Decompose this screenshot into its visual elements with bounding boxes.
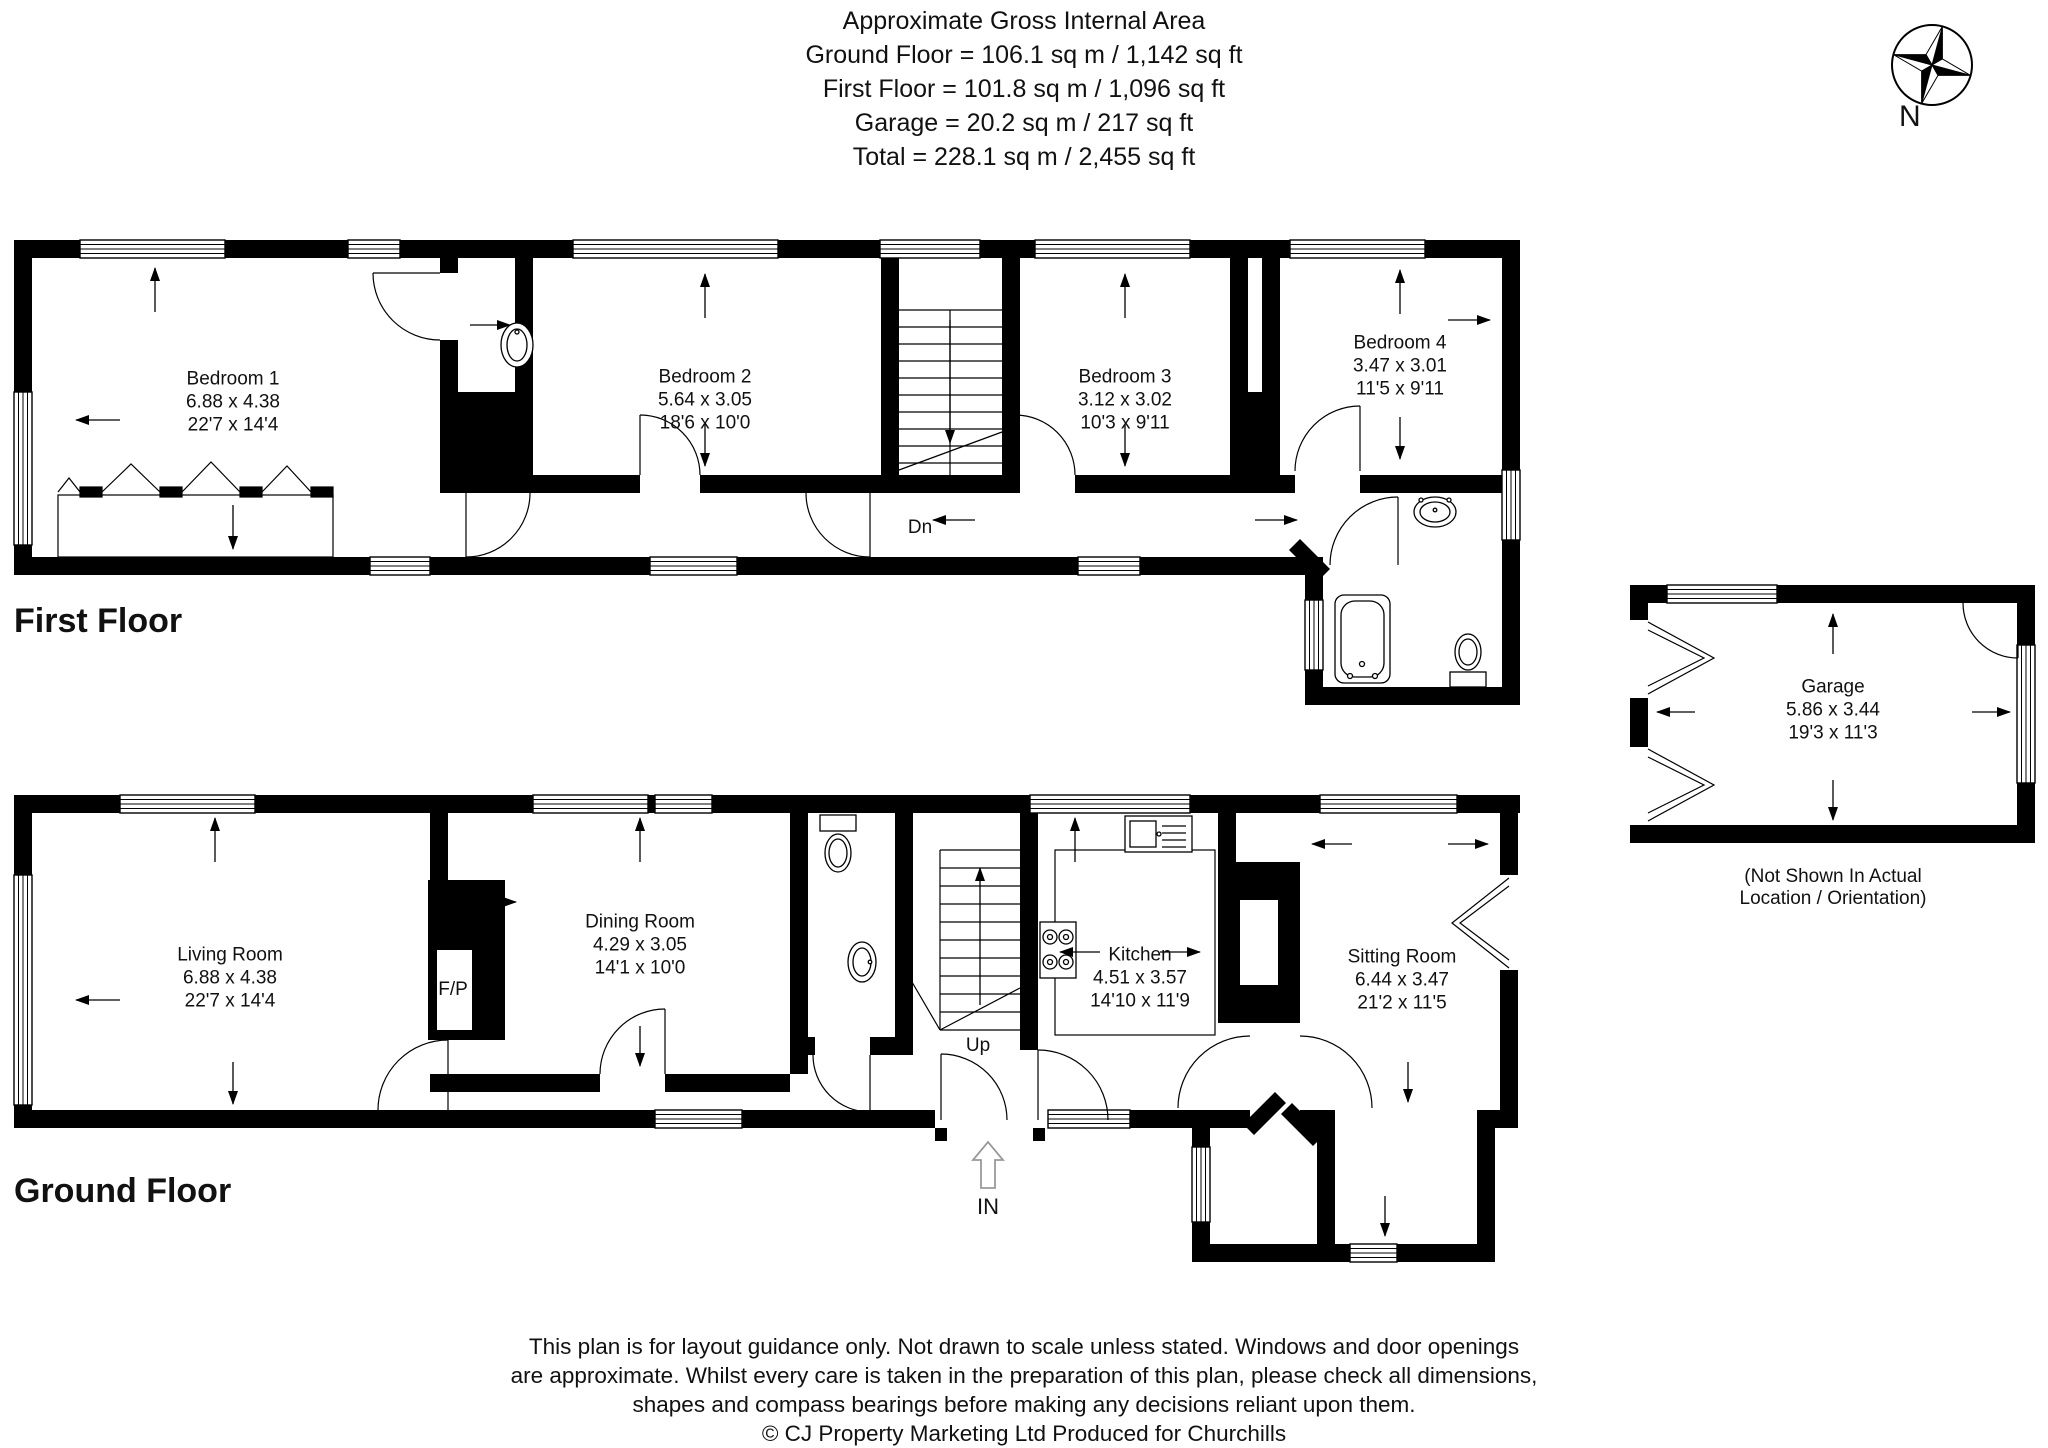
entrance-arrow-icon	[973, 1142, 1003, 1188]
bedroom-4-metric: 3.47 x 3.01	[1352, 355, 1448, 377]
bedroom-1-name: Bedroom 1	[186, 368, 280, 390]
room-label-living-room	[177, 944, 283, 1013]
bedroom-2-metric: 5.64 x 3.05	[657, 389, 753, 411]
bedroom-1-metric: 6.88 x 4.38	[185, 391, 281, 413]
copyright-line: © CJ Property Marketing Ltd Produced for Churchills	[761, 1421, 1287, 1446]
bedroom-3-metric: 3.12 x 3.02	[1077, 389, 1173, 411]
room-label-garage	[1786, 676, 1880, 745]
bedroom-3-name: Bedroom 3	[1078, 366, 1172, 388]
first-floor-label: First Floor	[14, 602, 183, 640]
room-label-kitchen	[1090, 944, 1190, 1013]
living-room-imperial: 22'7 x 14'4	[184, 990, 276, 1012]
bathroom-toilet-icon	[1450, 634, 1486, 687]
header-area-garage: Garage = 20.2 sq m / 217 sq ft	[854, 109, 1194, 137]
entrance-label: IN	[977, 1194, 999, 1219]
room-label-bedroom-2	[658, 366, 752, 435]
dining-room-metric: 4.29 x 3.05	[592, 934, 688, 956]
stairs-down-icon	[899, 310, 1002, 475]
ensuite-sink-icon	[501, 323, 533, 367]
compass-north-label: N	[1899, 100, 1921, 133]
disclaimer-line-1: This plan is for layout guidance only. Not drawn to scale unless stated. Windows and door openings	[528, 1334, 1520, 1359]
garage-note-line2: Location / Orientation)	[1739, 888, 1927, 909]
room-label-bedroom-1	[186, 368, 280, 437]
sitting-room-name: Sitting Room	[1347, 946, 1457, 968]
room-label-dining-room	[585, 911, 695, 980]
dining-room-name: Dining Room	[585, 911, 695, 933]
fireplace-label: F/P	[438, 979, 468, 1000]
wardrobe-icon	[58, 462, 333, 557]
sitting-room-metric: 6.44 x 3.47	[1354, 969, 1450, 991]
living-room-name: Living Room	[177, 944, 283, 966]
bedroom-1-imperial: 22'7 x 14'4	[187, 414, 279, 436]
header-title: Approximate Gross Internal Area	[842, 7, 1206, 35]
ground-floor-label: Ground Floor	[14, 1172, 232, 1210]
header-block	[0, 4, 2048, 174]
bedroom-3-imperial: 10'3 x 9'11	[1080, 412, 1170, 434]
disclaimer-line-3: shapes and compass bearings before making any decisions reliant upon them.	[632, 1392, 1416, 1417]
room-label-bedroom-3	[1078, 366, 1172, 435]
kitchen-name: Kitchen	[1108, 944, 1172, 966]
bath-icon	[1335, 595, 1390, 683]
header-area-ground: Ground Floor = 106.1 sq m / 1,142 sq ft	[805, 41, 1243, 69]
hob-icon	[1040, 922, 1076, 978]
bathroom-sink-icon	[1414, 497, 1456, 527]
header-area-total: Total = 228.1 sq m / 2,455 sq ft	[852, 143, 1196, 171]
garage-note-line1: (Not Shown In Actual	[1744, 866, 1922, 887]
garage-imperial: 19'3 x 11'3	[1788, 722, 1878, 744]
bedroom-2-name: Bedroom 2	[658, 366, 752, 388]
kitchen-imperial: 14'10 x 11'9	[1090, 990, 1190, 1012]
wc-toilet-icon	[820, 815, 856, 872]
stairs-up-icon	[898, 850, 1020, 1030]
footer-block	[0, 1332, 2048, 1448]
garage-note	[1740, 866, 1927, 910]
bedroom-4-name: Bedroom 4	[1353, 332, 1447, 354]
room-label-sitting-room	[1348, 946, 1457, 1015]
dining-room-imperial: 14'1 x 10'0	[594, 957, 686, 979]
living-room-metric: 6.88 x 4.38	[182, 967, 278, 989]
kitchen-sink-icon	[1125, 816, 1192, 852]
room-label-bedroom-4	[1353, 332, 1447, 401]
stairs-down-label: Dn	[907, 517, 933, 538]
garage-metric: 5.86 x 3.44	[1785, 699, 1881, 721]
stairs-up-label: Up	[965, 1035, 991, 1056]
kitchen-metric: 4.51 x 3.57	[1092, 967, 1188, 989]
first-floor-windows	[14, 240, 1520, 670]
disclaimer-line-2: are approximate. Whilst every care is taken in the preparation of this plan, please check all dimensions,	[510, 1363, 1538, 1388]
wc-sink-icon	[848, 942, 876, 982]
first-floor-walls	[14, 240, 1520, 705]
header-area-first: First Floor = 101.8 sq m / 1,096 sq ft	[822, 75, 1226, 103]
ground-floor-walls	[14, 795, 1520, 1262]
bedroom-4-imperial: 11'5 x 9'11	[1356, 378, 1444, 400]
sitting-room-imperial: 21'2 x 11'5	[1357, 992, 1447, 1014]
garage-name: Garage	[1801, 676, 1865, 698]
bedroom-2-imperial: 18'6 x 10'0	[659, 412, 751, 434]
